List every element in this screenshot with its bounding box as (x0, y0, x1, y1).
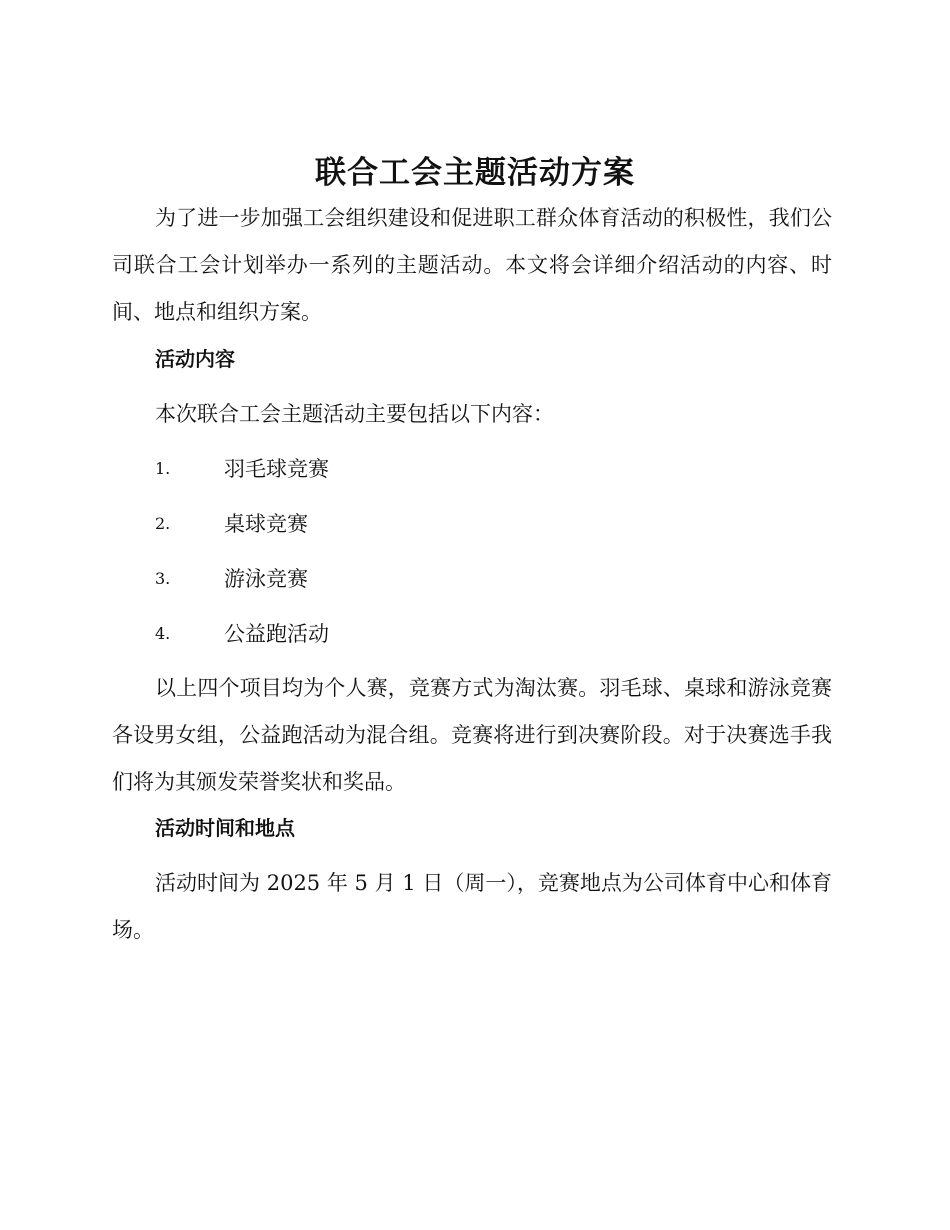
list-item-text: 公益跑活动 (224, 622, 329, 646)
list-item-text: 羽毛球竞赛 (224, 457, 329, 481)
intro-paragraph: 为了进一步加强工会组织建设和促进职工群众体育活动的积极性，我们公司联合工会计划举办一系列的主题活动。本文将会详细介绍活动的内容、时间、地点和组织方案。 (112, 206, 832, 324)
document-title: 联合工会主题活动方案 (315, 155, 635, 191)
content-description-paragraph: 以上四个项目均为个人赛，竞赛方式为淘汰赛。羽毛球、桌球和游泳竞赛各设男女组，公益跑活动为混合组。竞赛将进行到决赛阶段。对于决赛选手我们将为其颁发荣誉奖状和奖品。 (112, 676, 832, 794)
list-item-number: 4. (155, 624, 171, 643)
section-heading-content: 活动内容 (155, 347, 235, 371)
content-lead-text: 本次联合工会主题活动主要包括以下内容： (155, 402, 554, 426)
list-item-number: 1. (155, 459, 171, 478)
list-item-number: 3. (155, 569, 171, 588)
list-item-number: 2. (155, 514, 171, 533)
list-item (155, 564, 655, 594)
list-item (155, 454, 655, 484)
list-item-text: 游泳竞赛 (224, 567, 308, 591)
section-heading-time-place: 活动时间和地点 (155, 816, 295, 840)
list-item (155, 619, 655, 649)
time-place-paragraph: 活动时间为 2025 年 5 月 1 日（周一），竞赛地点为公司体育中心和体育场。 (112, 871, 832, 942)
list-item-text: 桌球竞赛 (224, 512, 308, 536)
list-item (155, 509, 655, 539)
